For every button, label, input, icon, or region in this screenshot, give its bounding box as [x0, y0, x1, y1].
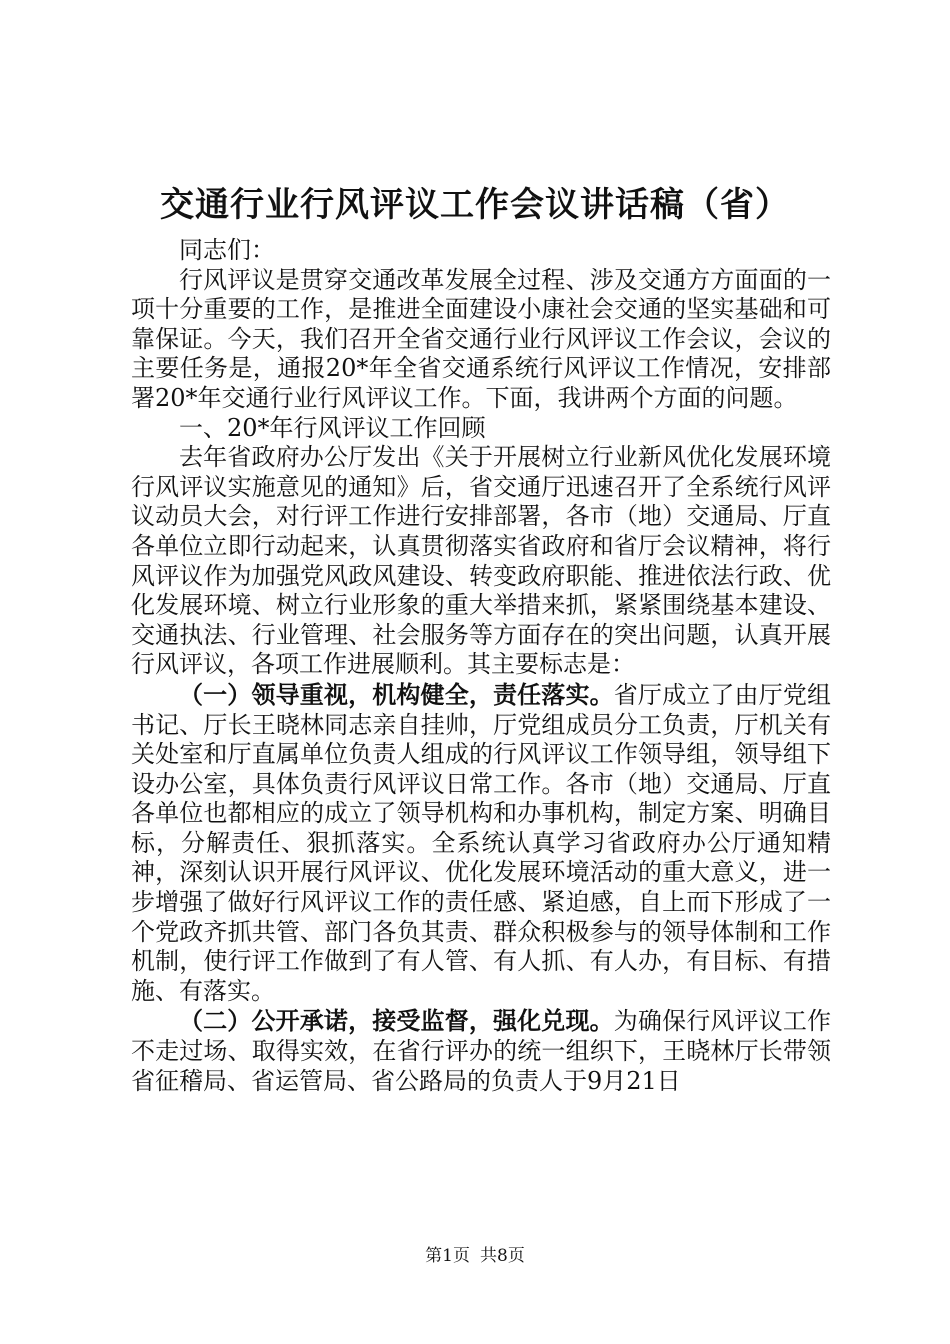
intro-paragraph: 行风评议是贯穿交通改革发展全过程、涉及交通方方面面的一项十分重要的工作，是推进全面建设小康社会交通的坚实基础和可靠保证。今天，我们召开全省交通行业行风评议工作会议，会议的主要任务是，通报20*年全省交通系统行风评议工作情况，安排部署20*年交通行业行风评议工作。下面，我讲两个方面的问题。	[131, 265, 831, 412]
point-lead-2: （二）公开承诺，接受监督，强化兑现。	[179, 1006, 614, 1036]
document-title: 交通行业行风评议工作会议讲话稿（省）	[160, 185, 790, 225]
point-text-2: 为确保行风评议工作不走过场、取得实效，在省行评办的统一组织下，王晓林厅长带领省征稽局、省运管局、省公路局的负责人于9月21日	[131, 1007, 832, 1095]
point-paragraph-1	[131, 680, 831, 1007]
point-text-1: 省厅成立了由厅党组书记、厅长王晓林同志亲自挂帅，厅党组成员分工负责，厅机关有关处室和厅直属单位负责人组成的行风评议工作领导组，领导组下设办公室，具体负责行风评议日常工作。各市（地）交通局、厅直各单位也都相应的成立了领导机构和办事机构，制定方案、明确目标，分解责任、狠抓落实。全系统认真学习省政府办公厅通知精神，深刻认识开展行风评议、优化发展环境活动的重大意义，进一步增强了做好行风评议工作的责任感、紧迫感，自上而下形成了一个党政齐抓共管、部门各负其责、群众积极参与的领导体制和工作机制，使行评工作做到了有人管、有人抓、有人办，有目标、有措施、有落实。	[131, 680, 832, 1005]
salutation: 同志们：	[179, 236, 275, 264]
section-heading: 一、20*年行风评议工作回顾	[179, 413, 486, 442]
section-paragraph: 去年省政府办公厅发出《关于开展树立行业新风优化发展环境行风评议实施意见的通知》后，省交通厅迅速召开了全系统行风评议动员大会，对行评工作进行安排部署，各市（地）交通局、厅直各单位立即行动起来，认真贯彻落实省政府和省厅会议精神，将行风评议作为加强党风政风建设、转变政府职能、推进依法行政、优化发展环境、树立行业形象的重大举措来抓，紧紧围绕基本建设、交通执法、行业管理、社会服务等方面存在的突出问题，认真开展行风评议，各项工作进展顺利。其主要标志是：	[131, 443, 831, 679]
document-body	[131, 236, 831, 1096]
point-lead-1: （一）领导重视，机构健全，责任落实。	[179, 679, 614, 709]
page-footer	[0, 1244, 950, 1268]
page-total: 共8页	[480, 1246, 525, 1266]
point-paragraph-2	[131, 1006, 831, 1096]
page-number: 第1页	[425, 1246, 470, 1266]
